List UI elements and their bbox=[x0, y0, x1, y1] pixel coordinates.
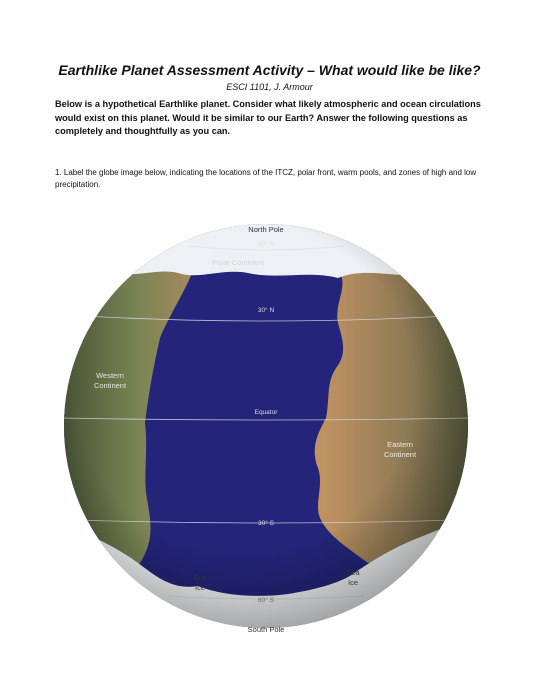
intro-paragraph: Below is a hypothetical Earthlike planet. Consider what likely atmospheric and ocean circulations would exist on this planet. Would it be similar to our Earth? Answer the following questions as completely and thoughtfully as you can. bbox=[55, 99, 481, 136]
eastern-continent-label-1: Eastern bbox=[387, 440, 413, 449]
western-continent-label-2: Continent bbox=[93, 381, 127, 390]
globe-image bbox=[48, 218, 484, 640]
sea-ice-left-label-1: Sea bbox=[193, 573, 207, 582]
lat-60s-label: 60° S bbox=[258, 597, 274, 604]
sea-ice-right-label-1: Sea bbox=[346, 568, 360, 577]
western-continent-label-1: Western bbox=[96, 371, 124, 380]
eastern-continent-label-2: Continent bbox=[383, 450, 417, 459]
sea-ice-left-label-2: Ice bbox=[194, 583, 206, 592]
page-title: Earthlike Planet Assessment Activity – What would like be like? bbox=[58, 62, 481, 78]
question-1: 1. Label the globe image below, indicating the locations of the ITCZ, polar front, warm pools, and zones of high and low precipitation. bbox=[55, 168, 477, 189]
south-pole-label: South Pole bbox=[247, 625, 285, 634]
north-pole-label: North Pole bbox=[248, 225, 284, 234]
sea-ice-right-label-2: Ice bbox=[347, 578, 359, 587]
polar-continent-label: Polar Continent bbox=[212, 258, 264, 267]
lat-30s-label: 30° S bbox=[258, 520, 274, 527]
lat-60n-label: 60° N bbox=[257, 241, 275, 248]
page-subtitle: ESCI 1101, J. Armour bbox=[226, 82, 313, 92]
globe bbox=[48, 218, 484, 640]
globe-figure bbox=[48, 218, 484, 640]
equator-label: Equator bbox=[254, 409, 278, 416]
lat-30n-label: 30° N bbox=[257, 307, 275, 314]
